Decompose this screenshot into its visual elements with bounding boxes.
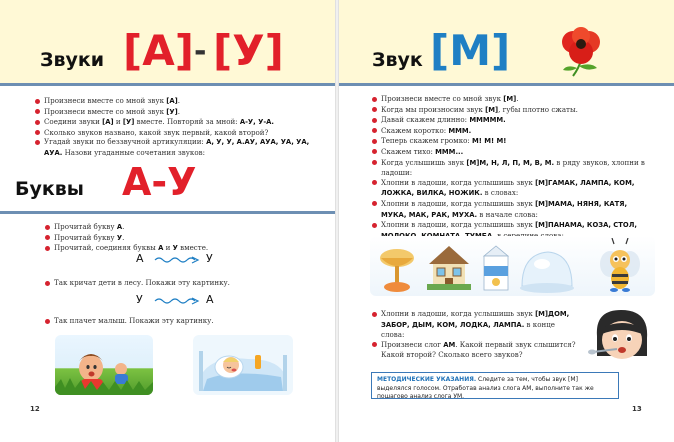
house-icon <box>425 240 473 296</box>
left-list-sounds <box>34 96 316 159</box>
letters-title-big: А-У <box>122 160 197 204</box>
list-item-emphasis: [А] <box>102 118 114 127</box>
list-item-emphasis: А <box>116 223 123 231</box>
milk-carton-icon <box>478 240 514 296</box>
list-item-text: . <box>122 232 125 242</box>
left-title-sound-u: [У] <box>213 26 284 75</box>
list-item-text: . <box>122 222 125 231</box>
list-item-emphasis: ГАМАК, ЛАМПА, КОМ, ЛОЖКА, ВИЛКА, НОЖИК. <box>381 178 635 198</box>
arrow-row-a-u <box>136 252 286 268</box>
list-item-text: Произнеси вместе со мной звук <box>44 96 167 105</box>
list-item-text: Хлопни в ладоши, когда услышишь звук <box>381 220 536 230</box>
list-item-emphasis: [М] <box>535 221 549 230</box>
right-list-end-sound <box>371 309 579 360</box>
list-item-text: . Какой первый звук слышится? Какой второй? Сколько всего звуков? <box>381 339 576 360</box>
list-item <box>371 158 645 178</box>
list-item-emphasis: АУ, АУА, УА, УА, АУА. <box>44 138 310 157</box>
list-item <box>371 147 645 158</box>
list-item-text: Произнеси вместе со мной звук <box>381 94 504 103</box>
right-title-sound: [М] <box>430 26 511 75</box>
list-item-emphasis: А-У, У-А. <box>239 118 275 127</box>
list-item-text: Сколько звуков названо, какой звук первый, какой второй? <box>44 127 269 137</box>
list-item-text: Хлопни в ладоши, когда услышишь звук <box>381 177 536 187</box>
poppy-flower-icon <box>553 22 609 78</box>
list-item-emphasis: У <box>116 233 123 242</box>
list-item-emphasis: [М] <box>466 158 480 167</box>
methodical-note-text: Следите за тем, чтобы звук [М] выделялся голосом. Отработав анализ слога АМ, выполните так же пошагово анализ слога УМ. <box>377 376 594 401</box>
list-item <box>371 115 645 126</box>
list-item-text: Произнеси вместе со мной звук <box>44 106 167 116</box>
list-item-text: Когда услышишь звук <box>381 157 467 167</box>
picture-strip <box>370 236 655 296</box>
list-item <box>371 136 645 147</box>
list-item-emphasis: [М] <box>535 178 549 187</box>
list-item-text: Так кричат дети в лесу. Покажи эту картинку. <box>54 278 230 287</box>
arrow-row-a-u-from: А <box>136 252 144 265</box>
list-item <box>44 222 314 233</box>
list-item-text: в словах: <box>482 188 519 198</box>
list-item-emphasis: [У] <box>166 107 178 116</box>
list-item-text: Угадай звуки по беззвучной артикуляции: <box>44 137 207 147</box>
list-item <box>371 126 645 137</box>
list-item-emphasis: М! М! М! <box>472 137 507 146</box>
list-item-emphasis: ПАНАМА, КОЗА, СТОЛ, <box>548 221 637 230</box>
list-item-text: Произнеси слог <box>381 339 444 349</box>
list-item <box>371 199 645 220</box>
letters-rule <box>0 211 336 214</box>
letters-title-word: Буквы <box>15 178 84 200</box>
right-list-sound-m <box>371 94 645 241</box>
list-item-emphasis: [М] <box>485 105 499 114</box>
left-title-word: Звуки <box>40 49 105 71</box>
arrow-row-u-a-to: А <box>206 293 214 306</box>
list-item-emphasis: МММ. <box>448 126 472 135</box>
list-item <box>44 278 314 288</box>
list-item-emphasis: А <box>158 244 164 253</box>
list-item-text: в конце слова: <box>381 319 555 340</box>
list-item-text: вместе. Повторяй за мной: <box>134 117 240 127</box>
list-item-emphasis: [М] <box>503 95 517 103</box>
list-item <box>371 309 579 340</box>
list-item-text: Хлопни в ладоши, когда услышишь звук <box>381 198 536 208</box>
list-item-text: Прочитай букву <box>54 222 117 231</box>
list-item-emphasis: [У] <box>122 118 135 127</box>
girl-with-spoon-icon <box>587 306 657 366</box>
methodical-note-label: МЕТОДИЧЕСКИЕ УКАЗАНИЯ. <box>377 376 477 383</box>
snow-lump-icon <box>518 240 576 296</box>
list-item-text: Так плачет малыш. Покажи эту картинку. <box>54 316 214 325</box>
list-item-emphasis: У <box>172 244 178 253</box>
left-page-number: 12 <box>30 405 40 413</box>
list-item-text: вместе. <box>177 243 209 253</box>
list-item-emphasis: АМ <box>443 340 456 349</box>
list-item-text: и <box>113 117 123 127</box>
list-item-text: Назови угаданные сочетания звуков: <box>62 147 205 157</box>
list-item-text: Скажем тихо: <box>381 146 436 156</box>
list-item <box>44 316 314 326</box>
list-item-emphasis: [А] <box>166 97 178 105</box>
list-item-text: , губы плотно сжаты. <box>498 104 578 114</box>
list-item-emphasis: [М] <box>535 310 549 318</box>
child-in-grass-icon <box>55 335 153 395</box>
list-item-text: . <box>516 94 519 103</box>
list-item-emphasis: М, Н, Л, П, М, В, М. <box>479 158 555 167</box>
list-item <box>371 340 579 360</box>
right-page <box>337 0 674 442</box>
arrow-row-u-a-from: У <box>136 293 143 306</box>
list-item <box>34 117 316 128</box>
list-item-text: Давай скажем длинно: <box>381 115 470 125</box>
left-list-forest <box>44 278 314 288</box>
list-item <box>371 94 645 105</box>
methodical-note <box>371 372 619 399</box>
left-title-dash: - <box>194 34 207 69</box>
list-item-emphasis: А, У, У, А. <box>206 138 245 147</box>
list-item <box>371 178 645 199</box>
list-item <box>34 128 316 138</box>
wave-arrow-icon <box>154 296 200 306</box>
lamp-icon <box>375 240 419 296</box>
list-item-text: Соедини звуки <box>44 117 103 127</box>
list-item-emphasis: МММММ. <box>469 116 506 125</box>
wave-arrow-icon <box>154 255 200 265</box>
right-page-number: 13 <box>632 405 642 413</box>
left-list-baby <box>44 316 314 326</box>
list-item-text: в ряду звуков, хлопни в ладоши: <box>381 157 645 178</box>
list-item <box>34 137 316 158</box>
list-item-emphasis: МММ... <box>435 147 464 156</box>
list-item-text: Прочитай, соединяя буквы <box>54 243 159 253</box>
list-item-emphasis: [М] <box>535 199 549 208</box>
list-item-text: . <box>177 96 181 105</box>
list-item-text: и <box>163 243 173 253</box>
arrow-row-a-u-to: У <box>206 252 213 265</box>
right-title-word: Звук <box>372 49 423 71</box>
list-item <box>34 96 316 107</box>
list-item-text: Скажем коротко: <box>381 125 449 135</box>
left-title-sound-a: [А] <box>123 26 194 75</box>
list-item-text: Прочитай букву <box>54 232 117 242</box>
list-item-text: . <box>177 106 180 116</box>
list-item-text: в начале слова: <box>477 209 538 219</box>
list-item <box>371 105 645 116</box>
list-item <box>34 107 316 118</box>
arrow-row-u-a <box>136 293 286 309</box>
list-item-emphasis: ДОМ, ЗАБОР, ДЫМ, КОМ, ЛОДКА, ЛАМПА. <box>381 310 570 329</box>
bee-icon <box>592 238 648 294</box>
left-list-letters <box>44 222 314 254</box>
baby-in-bed-icon <box>193 335 293 395</box>
list-item-text: Хлопни в ладоши, когда услышишь звук <box>381 309 536 318</box>
list-item-text: Теперь скажем громко: <box>381 136 473 146</box>
list-item-text: Когда мы произносим звук <box>381 104 486 114</box>
list-item-emphasis: МАМА, НЯНЯ, КАТЯ, МУКА, МАК, РАК, МУХА. <box>381 199 628 219</box>
list-item <box>44 233 314 244</box>
